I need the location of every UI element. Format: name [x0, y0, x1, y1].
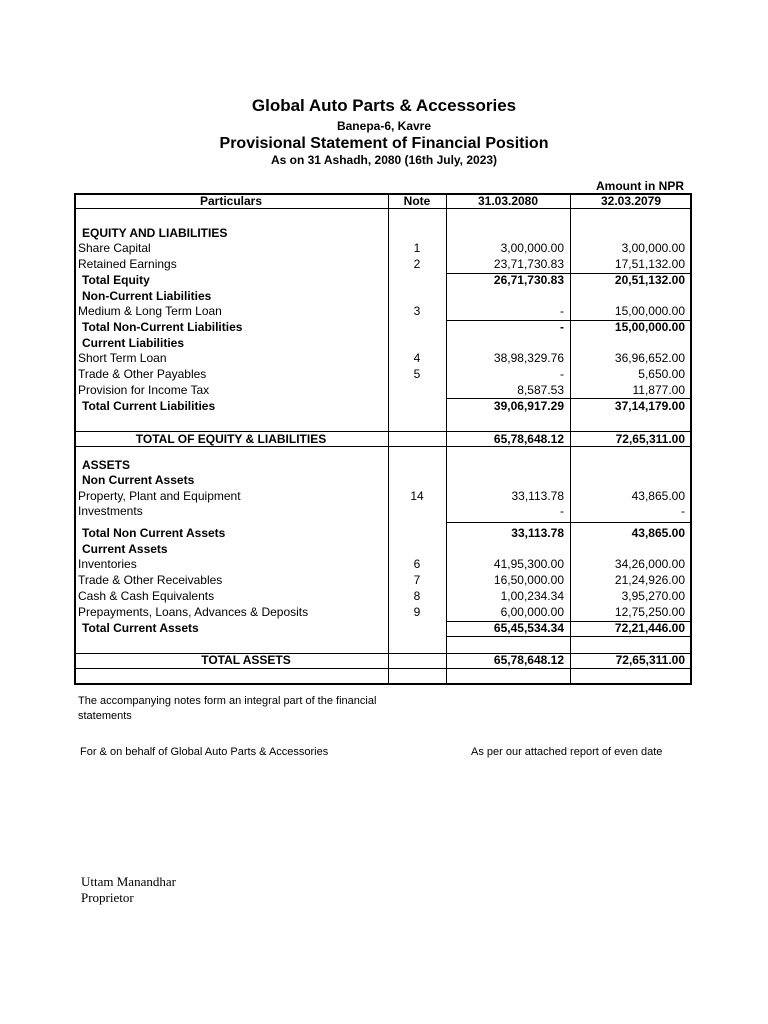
row-note: 6 [413, 557, 421, 571]
signatory-name: Uttam Manandhar [81, 874, 176, 889]
row-previous-amount: 36,96,652.00 [614, 351, 685, 365]
row-current-amount: 8,587.53 [517, 383, 564, 397]
row-current-amount: 33,113.78 [511, 489, 564, 503]
row-note: 1 [413, 241, 421, 255]
row-current-amount: - [560, 504, 564, 518]
total-previous-amount: 37,14,179.00 [614, 399, 685, 413]
row-previous-amount: 12,75,250.00 [614, 605, 685, 619]
grand-total-current-amount: 65,78,648.12 [493, 653, 564, 667]
grand-total-previous-amount: 72,65,311.00 [615, 653, 685, 667]
column-header-note: Note [403, 194, 431, 208]
total-current-amount: 33,113.78 [511, 526, 564, 540]
section-heading: Current Liabilities [82, 336, 185, 350]
grand-total-previous-amount: 72,65,311.00 [615, 432, 685, 446]
total-previous-amount: 15,00,000.00 [614, 320, 685, 334]
section-rule [74, 668, 692, 669]
total-current-amount: - [560, 320, 564, 334]
row-note: 7 [413, 573, 421, 587]
row-note: 2 [413, 257, 421, 271]
section-heading: Current Assets [82, 542, 168, 556]
signatory-title: Proprietor [81, 890, 134, 905]
row-previous-amount: 34,26,000.00 [614, 557, 685, 571]
total-label: Total Current Liabilities [82, 399, 216, 413]
grand-total-current-amount: 65,78,648.12 [493, 432, 564, 446]
section-rule [74, 446, 692, 447]
row-previous-amount: 17,51,132.00 [614, 257, 685, 271]
row-current-amount: 1,00,234.34 [500, 589, 564, 603]
row-previous-amount: 15,00,000.00 [614, 304, 685, 318]
row-label: Inventories [78, 557, 137, 571]
row-label: Investments [78, 504, 143, 518]
row-current-amount: 6,00,000.00 [500, 605, 564, 619]
row-previous-amount: 43,865.00 [631, 489, 685, 503]
row-previous-amount: 3,95,270.00 [621, 589, 685, 603]
notes-statement: The accompanying notes form an integral part of the financial statements [78, 695, 377, 722]
row-previous-amount: 11,877.00 [632, 383, 685, 397]
statement-title: Provisional Statement of Financial Position [219, 135, 549, 152]
amount-unit-label: Amount in NPR [596, 179, 684, 193]
row-note: 14 [410, 489, 424, 503]
row-label: Prepayments, Loans, Advances & Deposits [78, 605, 309, 619]
row-current-amount: - [560, 367, 564, 381]
total-previous-amount: 43,865.00 [631, 526, 685, 540]
section-heading: Non Current Assets [82, 473, 195, 487]
row-previous-amount: 21,24,926.00 [614, 573, 685, 587]
row-label: Share Capital [78, 241, 151, 255]
column-header-particulars: Particulars [199, 194, 263, 208]
row-note: 3 [413, 304, 421, 318]
row-label: Trade & Other Payables [78, 367, 207, 381]
row-label: Retained Earnings [78, 257, 177, 271]
total-current-amount: 65,45,534.34 [493, 621, 564, 635]
row-current-amount: 16,50,000.00 [493, 573, 564, 587]
row-label: Cash & Cash Equivalents [78, 589, 215, 603]
subtotal-rule [446, 522, 692, 523]
row-current-amount: 23,71,730.83 [493, 257, 564, 271]
grand-total-label: TOTAL OF EQUITY & LIABILITIES [135, 432, 327, 446]
row-label: Medium & Long Term Loan [78, 304, 222, 318]
grand-total-label: TOTAL ASSETS [201, 653, 291, 667]
row-previous-amount: - [681, 504, 685, 518]
total-label: Total Current Assets [82, 621, 199, 635]
header-rule [74, 208, 692, 209]
company-name: Global Auto Parts & Accessories [251, 96, 517, 115]
total-label: Total Non Current Assets [82, 526, 226, 540]
total-label: Total Equity [82, 273, 150, 287]
behalf-statement: For & on behalf of Global Auto Parts & Accessories [80, 746, 329, 758]
row-current-amount: 41,95,300.00 [493, 557, 564, 571]
total-label: Total Non-Current Liabilities [82, 320, 243, 334]
row-current-amount: 38,98,329.76 [493, 351, 564, 365]
company-address: Banepa-6, Kavre [336, 119, 432, 133]
statement-date: As on 31 Ashadh, 2080 (16th July, 2023) [270, 153, 498, 167]
total-current-amount: 26,71,730.83 [493, 273, 564, 287]
row-note: 4 [413, 351, 421, 365]
column-header-current-year: 31.03.2080 [477, 194, 539, 208]
row-current-amount: - [560, 304, 564, 318]
row-label: Trade & Other Receivables [78, 573, 223, 587]
subtotal-rule [446, 636, 692, 637]
total-current-amount: 39,06,917.29 [493, 399, 564, 413]
section-heading: ASSETS [82, 458, 131, 472]
financial-position-table [74, 193, 692, 685]
row-label: Property, Plant and Equipment [78, 489, 241, 503]
section-heading: EQUITY AND LIABILITIES [82, 226, 228, 240]
row-previous-amount: 5,650.00 [638, 367, 685, 381]
row-note: 8 [413, 589, 421, 603]
total-previous-amount: 20,51,132.00 [614, 273, 685, 287]
total-previous-amount: 72,21,446.00 [614, 621, 685, 635]
row-label: Short Term Loan [78, 351, 167, 365]
row-label: Provision for Income Tax [78, 383, 210, 397]
auditor-report-statement: As per our attached report of even date [471, 746, 663, 758]
row-note: 5 [413, 367, 421, 381]
section-heading: Non-Current Liabilities [82, 289, 212, 303]
row-note: 9 [413, 605, 421, 619]
row-current-amount: 3,00,000.00 [500, 241, 564, 255]
row-previous-amount: 3,00,000.00 [621, 241, 685, 255]
column-header-previous-year: 32.03.2079 [600, 194, 662, 208]
